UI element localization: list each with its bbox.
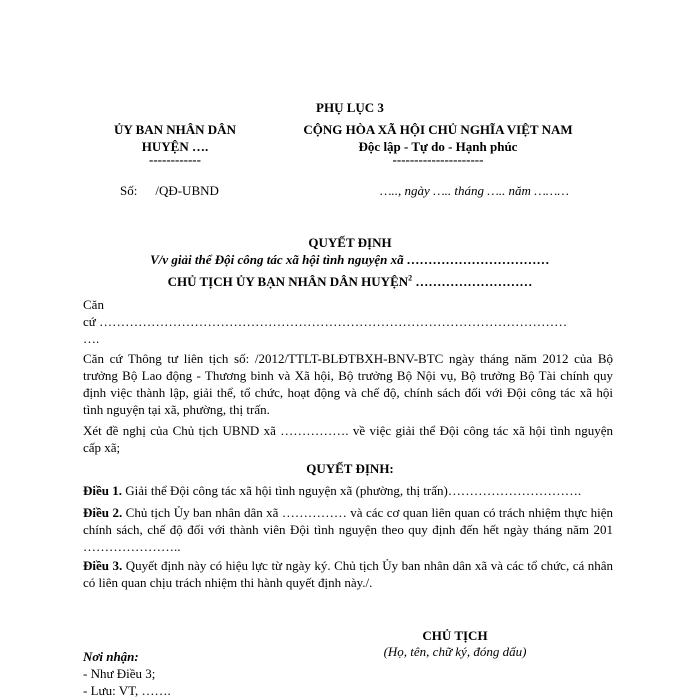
article-1-text: Giải thể Đội công tác xã hội tình nguyện xã (phường, thị trấn)…………………………. [125, 483, 582, 498]
document-date: ….., ngày ….. tháng ….. năm ……… [380, 183, 569, 198]
decides-heading: QUYẾT ĐỊNH: [306, 461, 394, 476]
national-motto: Độc lập - Tự do - Hạnh phúc [358, 139, 518, 154]
article-1 [83, 482, 613, 499]
basis-1-line3: …. [83, 331, 100, 346]
document-number [120, 182, 219, 199]
article-3-label: Điều 3. [83, 558, 123, 573]
article-3 [83, 557, 613, 591]
recipient-item: - Như Điều 3; [83, 666, 156, 681]
number-suffix: /QĐ-UBND [155, 183, 219, 198]
proposal-text: Xét đề nghị của Chủ tịch UBND xã ……………. về việc giải thể Đội công tác xã hội tình nguyện cấp xã; [83, 423, 613, 456]
article-3-text: Quyết định này có hiệu lực từ ngày ký. Chủ tịch Ủy ban nhân dân xã và các tổ chức, cá nhân có liên quan chịu trách nhiệm thi hành quyết định này./. [83, 558, 614, 591]
recipient-item: - Lưu: VT, ……. [83, 683, 171, 698]
authority-title [0, 273, 700, 290]
decision-title: QUYẾT ĐỊNH [308, 235, 392, 250]
article-2-text: Chủ tịch Ủy ban nhân dân xã …………… và các cơ quan liên quan có trách nhiệm thực hiện chính sách, chế độ đối với thành viên Đội tình nguyện theo quy định đến hết ngày tháng năm 201 ………………….. [83, 505, 614, 555]
basis-1-line2: cứ ……………………………………………………………………………………………… [83, 314, 568, 329]
agency-name-line1: ỦY BAN NHÂN DÂN [114, 122, 236, 137]
signer-title: CHỦ TỊCH [422, 628, 488, 643]
agency-name-line2: HUYỆN …. [141, 139, 209, 154]
national-title: CỘNG HÒA XÃ HỘI CHỦ NGHĨA VIỆT NAM [303, 122, 573, 137]
article-2-label: Điều 2. [83, 505, 123, 520]
national-divider: --------------------- [392, 152, 484, 167]
basis-2-text: Căn cứ Thông tư liên tịch số: /2012/TTLT-BLĐTBXH-BNV-BTC ngày tháng năm 2012 của Bộ trưởng Bộ Lao động - Thương binh và Xã hội, Bộ trưởng Bộ Nội vụ, Bộ trưởng Bộ Tài chính quy định việc thành lập, giải thể, tổ chức, hoạt động và chế độ, chính sách đối với Đội công tác xã hội tình nguyện tại xã, phường, thị trấn. [83, 351, 613, 418]
basis-2 [83, 350, 613, 419]
agency-divider: ------------ [149, 152, 201, 167]
appendix-title: PHỤ LỤC 3 [316, 100, 384, 115]
signer-note: (Họ, tên, chữ ký, đóng dấu) [383, 644, 527, 659]
proposal [83, 422, 613, 456]
number-label: Số: [120, 183, 138, 198]
authority-footnote: 2 [408, 273, 413, 283]
recipients-heading: Nơi nhận: [83, 649, 139, 664]
authority-dots: ……………………… [412, 274, 533, 289]
authority-text: CHỦ TỊCH ỦY BẠN NHÂN DÂN HUYỆN [167, 274, 409, 289]
article-2 [83, 504, 613, 555]
decision-subject: V/v giải thể Đội công tác xã hội tình nguyện xã …………………………… [150, 252, 550, 267]
basis-1-line1: Căn [83, 297, 104, 312]
article-1-label: Điều 1. [83, 483, 122, 498]
